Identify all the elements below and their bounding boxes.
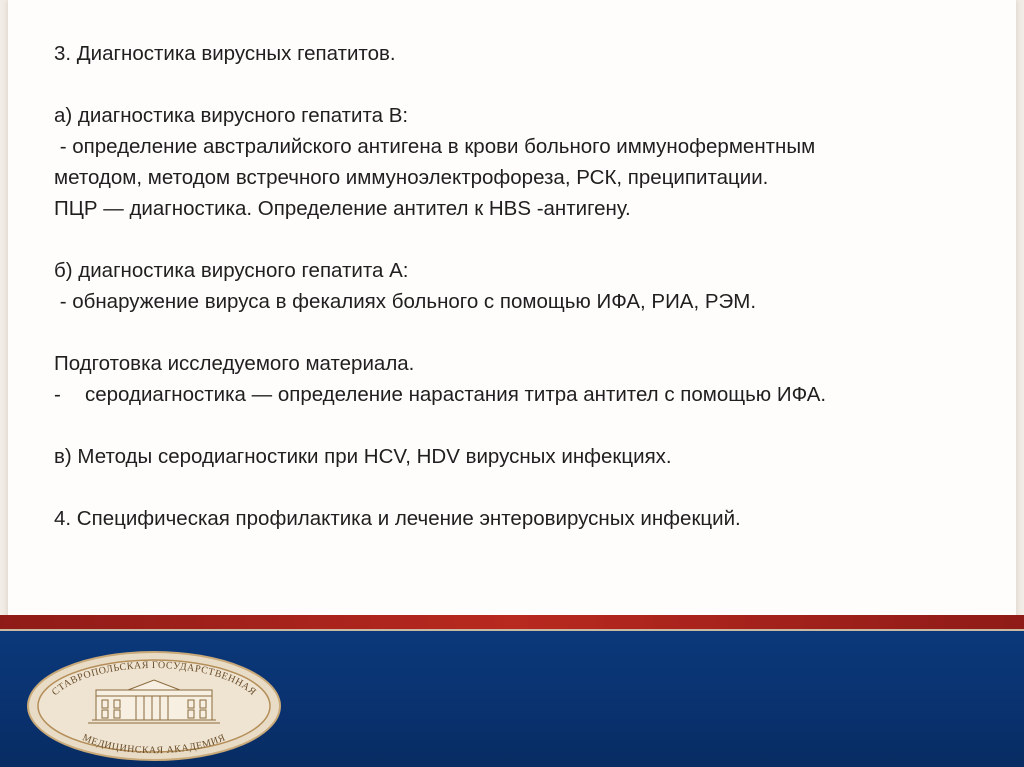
spacer <box>54 472 984 503</box>
bullet-dash: - <box>54 383 61 406</box>
spacer <box>54 224 984 255</box>
section-4-heading: 4. Специфическая профилактика и лечение энтеровирусных инфекций. <box>54 507 741 530</box>
hepatitis-b-line-1: - определение австралийского антигена в крови больного иммуноферментным <box>54 135 816 158</box>
preparation-item <box>54 379 984 410</box>
hepatitis-a-title: б) диагностика вирусного гепатита А: <box>54 259 409 282</box>
spacer <box>54 69 984 100</box>
hcv-hdv-methods: в) Методы серодиагностики при HCV, HDV вирусных инфекциях. <box>54 445 672 468</box>
footer-red-stripe <box>0 615 1024 629</box>
logo-bottom-text: МЕДИЦИНСКАЯ АКАДЕМИЯ <box>80 732 228 757</box>
academy-logo <box>26 650 282 762</box>
preparation-item-text: серодиагностика — определение нарастания титра антител с помощью ИФА. <box>85 383 827 406</box>
hepatitis-b-line-3: ПЦР — диагностика. Определение антител к HBS -антигену. <box>54 197 631 220</box>
heading: 3. Диагностика вирусных гепатитов. <box>54 42 396 65</box>
preparation-title: Подготовка исследуемого материала. <box>54 352 415 375</box>
spacer <box>54 317 984 348</box>
hepatitis-b-title: а) диагностика вирусного гепатита В: <box>54 104 409 127</box>
hepatitis-a-line-1: - обнаружение вируса в фекалиях больного с помощью ИФА, РИА, РЭМ. <box>54 290 757 313</box>
slide-text <box>54 38 984 534</box>
hepatitis-b-line-2: методом, методом встречного иммуноэлектрофореза, РСК, преципитации. <box>54 166 769 189</box>
spacer <box>54 410 984 441</box>
logo-top-text: СТАВРОПОЛЬСКАЯ ГОСУДАРСТВЕННАЯ <box>49 659 259 699</box>
footer-light-stripe <box>0 629 1024 631</box>
